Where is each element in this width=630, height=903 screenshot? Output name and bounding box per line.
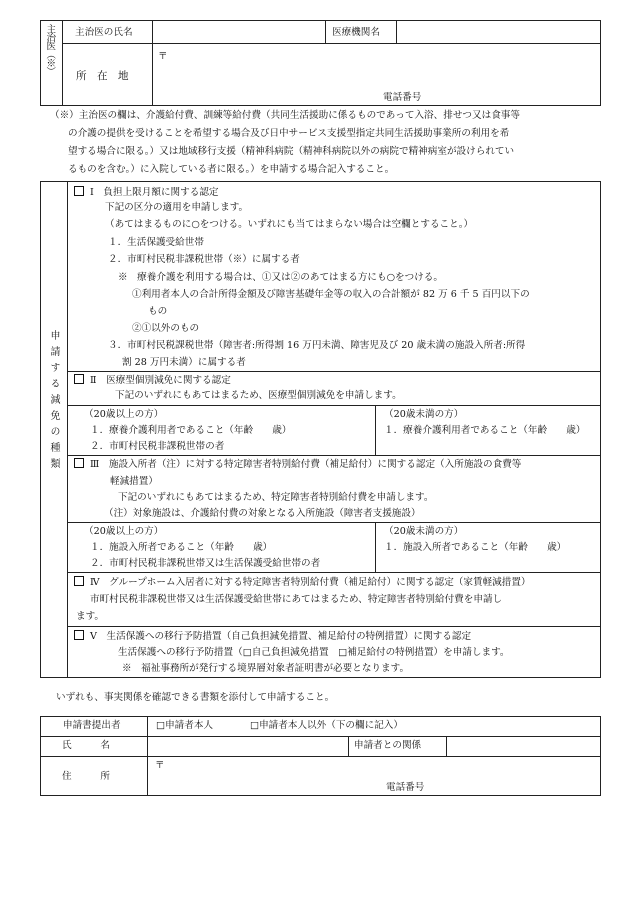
section2-subtable-top xyxy=(67,405,601,406)
submitter-option-self[interactable]: □申請者本人 xyxy=(156,720,214,731)
section3-left-1: １．施設入所者であること（年齢 歳） xyxy=(90,542,273,553)
section5-line1[interactable]: 生活保護への移行予防措置（□自己負担減免措置 □補足給付の特例措置）を申請します。 xyxy=(118,647,510,658)
section-divider-1 xyxy=(67,371,601,372)
section1-line1: 下記の区分の適用を申請します。 xyxy=(105,202,249,213)
section-divider-3 xyxy=(67,572,601,573)
section5-checkbox[interactable] xyxy=(74,630,84,640)
section3-checkbox[interactable] xyxy=(74,458,84,468)
submitter-label: 申請書提出者 xyxy=(63,720,121,731)
doctor-note-line1: （※）主治医の欄は、介護給付費、訓練等給付費（共同生活援助に係るものであって入浴、排せつ又は食事等 xyxy=(50,110,520,121)
relation-label-right-divider xyxy=(446,736,447,756)
section2-title[interactable]: Ⅱ 医療型個別減免に関する認定 xyxy=(74,374,231,387)
section1-option1: １．生活保護受給世帯 xyxy=(108,237,204,248)
doctor-note-line3: 望する場合に限る。）又は地域移行支援（精神科病院（精神科病院以外の病院で精神病室が設けられてい xyxy=(68,146,515,157)
section3-left-2: ２．市町村民税非課税世帯又は生活保護受給世帯の者 xyxy=(90,558,321,569)
section1-title[interactable]: Ⅰ 負担上限月額に関する認定 xyxy=(74,186,219,199)
section1-sub1: ①利用者本人の合計所得金額及び障害基礎年金等の収入の合計額が 82 万 6 千 5 百円以下の xyxy=(132,289,530,300)
section3-left-head: （20歳以上の方） xyxy=(84,526,164,537)
section2-right-1: １．療養介護利用者であること（年齢 歳） xyxy=(384,425,586,436)
doctor-name-field[interactable] xyxy=(156,22,322,41)
section2-checkbox[interactable] xyxy=(74,374,84,384)
section3-subtable-top xyxy=(67,522,601,523)
section2-right-head: （20歳未満の方） xyxy=(384,409,464,420)
section1-sub2: ②①以外のもの xyxy=(132,323,200,334)
doctor-side-divider xyxy=(62,20,63,106)
submitter-name-label: 氏 名 xyxy=(62,740,110,751)
section5-line2: ※ 福祉事務所が発行する境界層対象者証明書が必要となります。 xyxy=(122,663,410,674)
section1-note: ※ 療養介護を利用する場合は、①又は②のあてはまる方にも○をつける。 xyxy=(118,272,443,283)
section1-checkbox[interactable] xyxy=(74,186,84,196)
submitter-row-divider-1 xyxy=(40,736,601,737)
relation-field[interactable] xyxy=(450,738,598,754)
section3-right-head: （20歳未満の方） xyxy=(384,526,464,537)
section2-line1: 下記のいずれにもあてはまるため、医療型個別減免を申請します。 xyxy=(115,390,402,401)
doctor-address-field[interactable] xyxy=(170,48,598,82)
section1-line2: （あてはまるものに○をつける。いずれにも当てはまらない場合は空欄とすること。） xyxy=(105,219,474,230)
section3-title[interactable]: Ⅲ 施設入所者（注）に対する特定障害者特別給付費（補足給付）に関する認定（入所施設の食費等 xyxy=(74,458,521,471)
section4-line2: ます。 xyxy=(76,611,105,622)
institution-label-left-divider xyxy=(325,20,326,43)
relation-label: 申請者との関係 xyxy=(354,740,422,751)
section2-left-head: （20歳以上の方） xyxy=(84,409,164,420)
section2-left-1: １．療養介護利用者であること（年齢 歳） xyxy=(90,425,292,436)
section2-left-2: ２．市町村民税非課税世帯の者 xyxy=(90,441,225,452)
submitter-address-field[interactable] xyxy=(168,758,598,778)
doctor-side-label: 主治医（※） xyxy=(44,24,56,75)
section3-subtable-divider xyxy=(375,522,376,572)
section1-option2: ２．市町村民税非課税世帯（※）に属する者 xyxy=(108,254,300,265)
doctor-postal-mark: 〒 xyxy=(158,51,168,62)
institution-label-right-divider xyxy=(396,20,397,43)
section4-title[interactable]: Ⅳ グループホーム入居者に対する特定障害者特別給付費（補足給付）に関する認定（家賃軽減措置） xyxy=(74,576,531,589)
section2-subtable-divider xyxy=(375,405,376,455)
section3-right-1: １．施設入所者であること（年齢 歳） xyxy=(384,542,567,553)
section3-title-cont: 軽減措置） xyxy=(110,476,158,487)
doctor-row-divider xyxy=(62,43,601,44)
section1-sub1-cont: もの xyxy=(148,306,168,317)
attach-note: いずれも、事実関係を確認できる書類を添付して申請すること。 xyxy=(56,692,335,703)
institution-label: 医療機関名 xyxy=(332,27,380,38)
relation-label-left-divider xyxy=(348,736,349,756)
doctor-address-label: 所 在 地 xyxy=(76,70,129,82)
submitter-row-divider-2 xyxy=(40,756,601,757)
submitter-address-label: 住 所 xyxy=(62,771,110,782)
types-side-label: 申請する減免の種類 xyxy=(48,330,59,474)
types-side-divider xyxy=(67,181,68,678)
section5-title[interactable]: Ⅴ 生活保護への移行予防措置（自己負担減免措置、補足給付の特例措置）に関する認定 xyxy=(74,630,471,643)
section3-line1: 下記のいずれにもあてはまるため、特定障害者特別給付費を申請します。 xyxy=(118,492,434,503)
section-divider-4 xyxy=(67,626,601,627)
submitter-postal-mark: 〒 xyxy=(155,760,165,771)
section-divider-2 xyxy=(67,455,601,456)
submitter-option-other[interactable]: □申請者本人以外（下の欄に記入） xyxy=(250,720,403,731)
doctor-note-line2: の介護の提供を受けることを希望する場合及び日中サービス支援型指定共同生活援助事業所の利用を希 xyxy=(68,128,510,139)
submitter-name-field[interactable] xyxy=(150,738,345,754)
section1-option3-cont: 割 28 万円未満）に属する者 xyxy=(122,357,246,368)
section4-line1: 市町村民税非課税世帯又は生活保護受給世帯にあてはまるため、特定障害者特別給付費を申請し xyxy=(90,594,503,605)
section1-option3: ３．市町村民税課税世帯（障害者:所得割 16 万円未満、障害児及び 20 歳未満の施設入所者:所得 xyxy=(108,340,526,351)
institution-field[interactable] xyxy=(400,22,598,41)
section3-line2: （注）対象施設は、介護給付費の対象となる入所施設（障害者支援施設） xyxy=(104,508,421,519)
submitter-phone-label: 電話番号 xyxy=(386,782,425,793)
doctor-name-label: 主治医の氏名 xyxy=(75,27,133,38)
doctor-label-divider xyxy=(152,20,153,106)
doctor-phone-label: 電話番号 xyxy=(383,92,422,103)
section4-checkbox[interactable] xyxy=(74,576,84,586)
doctor-note-line4: るものを含む。）に入院している者に限る。）を申請する場合記入すること。 xyxy=(68,164,395,175)
